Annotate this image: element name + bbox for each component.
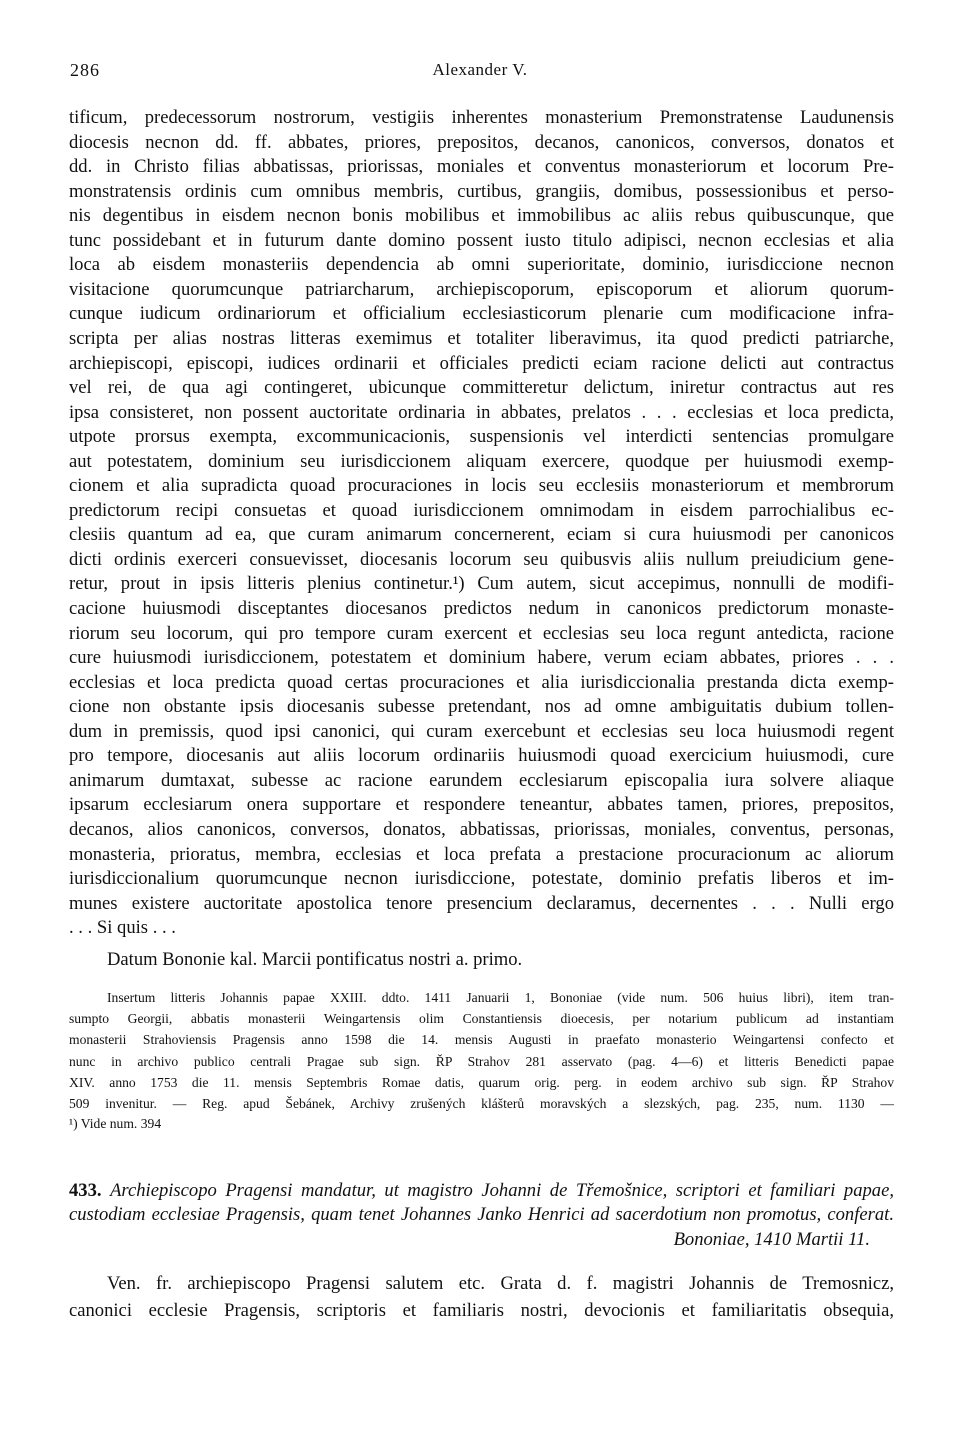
body-line: monstratensis ordinis cum omnibus membris, curtibus, grangiis, domibus, possessionibus et perso- (69, 180, 894, 202)
body-line: cionem et alia supradicta quoad procuraciones in locis seu ecclesiis monasteriorum et membrorum (69, 475, 894, 497)
note-line: Insertum litteris Johannis papae XXIII. ddto. 1411 Januarii 1, Bononiae (vide num. 506 huius libri), item tran- (107, 990, 894, 1005)
body-line: animarum dumtaxat, subesse ac racione earundem ecclesiarum episcopalia iura solvere aliaque (69, 769, 894, 791)
entry-text-line: canonici ecclesie Pragensis, scriptoris et familiaris nostri, devocionis et familiaritatis obsequia, (69, 1300, 894, 1321)
body-line: diocesis necnon dd. ff. abbates, priores, prepositos, decanos, canonicos, conversos, donatos et (69, 131, 894, 153)
footnote: ¹) Vide num. 394 (69, 1116, 162, 1131)
entry-number: 433. (69, 1180, 111, 1201)
body-line: ipsarum ecclesiarum onera supportare et respondere teneantur, abbates tamen, priores, prepositos, (69, 794, 894, 816)
body-line: iurisdiccionalium quorumcunque necnon iurisdiccione, potestate, dominio prefatis liberos et im- (69, 868, 894, 890)
body-line: loca ab eisdem monasteriis dependencia ab omni superioritate, dominio, iurisdiccione necnon (69, 254, 894, 276)
body-line: visitacione quorumcunque patriarcharum, archiepiscoporum, episcoporum et aliorum quorum- (69, 278, 894, 300)
note-line: sumpto Georgii, abbatis monasterii Weingartensis olim Constantiensis dioecesis, per notarium publicum ad instantiam (69, 1011, 894, 1027)
body-line: ipsa consisteret, non possent auctoritate ordinaria in abbates, prelatos . . . ecclesias et loca predicta, (69, 401, 894, 423)
entry-heading-text: Archiepiscopo Pragensi mandatur, ut magistro Johanni de Třemošnice, scriptori et familiari papae, (110, 1180, 895, 1201)
body-line: archiepiscopi, episcopi, iudices ordinarii et officiales predicti eciam racione delicti aut contractus (69, 352, 894, 374)
entry-heading-line (69, 1177, 894, 1204)
body-line: munes existere auctoritate apostolica tenore presencium declaramus, decernentes . . . Nulli ergo (69, 892, 894, 914)
body-line: nis degentibus in eisdem necnon bonis mobilibus et immobilibus ac aliis rebus quibuscunque, que (69, 205, 894, 227)
body-line: retur, prout in ipsis litteris plenius continetur.¹) Cum autem, sicut accepimus, nonnulli de modifi- (69, 573, 894, 595)
body-line: cacione huiusmodi disceptantes diocesanos predictos nedum in canonicos predictorum monaste- (69, 598, 894, 619)
body-line: predictorum recipi consuetas et quoad iurisdiccionem omnimodam in eisdem parrochialibus ec- (69, 499, 894, 521)
body-line: vel rei, de qua agi contingeret, ubicunque committeretur delictum, iniretur contractus aut res (69, 377, 894, 399)
body-line: clesiis quantum ad ea, que curam animarum concernerent, eciam si cura huiusmodi per canonicos (69, 524, 894, 546)
body-line: riorum seu locorum, qui pro tempore curam exercent et ecclesias seu loca regunt antedicta, racione (69, 622, 894, 644)
body-line: cure huiusmodi iurisdiccionem, potestatem et dominium habere, verum eciam abbates, priores . . . (69, 647, 894, 669)
entry-dateline: Bononiae, 1410 Martii 11. (673, 1229, 870, 1250)
running-head: Alexander V. (432, 60, 528, 79)
entry-text-line: Ven. fr. archiepiscopo Pragensi salutem etc. Grata d. f. magistri Johannis de Tremosnicz, (107, 1273, 894, 1294)
body-line: cione non obstante ipsis diocesanis subesse pretendant, nos ad omne ambiguitatis dubium tollen- (69, 696, 894, 718)
dating-clause: Datum Bononie kal. Marcii pontificatus nostri a. primo. (107, 949, 523, 970)
body-line: dicti ordinis exerceri consuevisset, diocesanis locorum seu quibusvis aliis nullum preiudicium gene- (69, 548, 894, 570)
body-line: decanos, alios canonicos, conversos, donatos, abbatissas, priorissas, moniales, conventus, personas, (69, 818, 894, 840)
body-line: dum in premissis, quod ipsi canonici, qui curam exercebunt et ecclesias seu loca huiusmodi regent (69, 720, 894, 742)
body-line: cunque iudicum ordinariorum et officialium ecclesiasticorum plenarie cum modificacione infra- (69, 303, 894, 325)
body-line: aut potestatem, dominium seu iurisdiccionem aliquam exercere, quodque per huiusmodi exemp- (69, 450, 894, 472)
body-line: monasteria, prioratus, membra, ecclesias et loca prefata a prestacione procuracionum ac aliorum (69, 843, 894, 865)
page-number: 286 (70, 60, 100, 80)
body-line: scripta per alias nostras litteras exemimus et totaliter liberavimus, ita quod predicti patriarche, (69, 327, 894, 349)
note-line: XIV. anno 1753 die 11. mensis Septembris Romae datis, quarum orig. perg. in eodem archivo sub sign. ŘP Strahov (69, 1074, 894, 1090)
entry-heading-text: custodiam ecclesiae Pragensis, quam tenet Johannes Janko Henrici ad sacerdotium non promotus, conferat. (69, 1204, 894, 1225)
note-line: monasterii Strahoviensis Pragensis anno 1598 die 14. mensis Augusti in praefato monasterio Weingartensi confecto et (69, 1032, 894, 1048)
body-line: . . . Si quis . . . (69, 917, 176, 939)
body-line: tunc possidebant et in futurum dante domino possent iusto titulo adipisci, necnon ecclesias et alia (69, 229, 894, 251)
note-line: nunc in archivo publico centrali Pragae sub sign. ŘP Strahov 281 asservato (pag. 4—6) et litteris Benedicti papae (69, 1053, 894, 1069)
body-line: ecclesias et loca predicta quoad certas procuraciones et alia iurisdiccionalia prestanda dicta exemp- (69, 671, 894, 693)
body-line: dd. in Christo filias abbatissas, priorissas, moniales et conventus monasteriorum et locorum Pre- (69, 156, 894, 178)
note-line: 509 invenitur. — Reg. apud Šebánek, Archivy zrušených klášterů moravských a slezských, pag. 235, num. 1130 — (69, 1096, 894, 1111)
body-line: tificum, predecessorum nostrorum, vestigiis inherentes monasterium Premonstratense Laudunensis (69, 107, 894, 128)
body-line: pro tempore, diocesanis aut aliis locorum ordinariis huiusmodi quoad exercicium huiusmodi, cure (69, 745, 894, 767)
body-line: utpote prorsus exempta, excommunicacionis, suspensionis vel interdicti sentencias promulgare (69, 426, 894, 448)
entry-heading-line (69, 1201, 894, 1228)
